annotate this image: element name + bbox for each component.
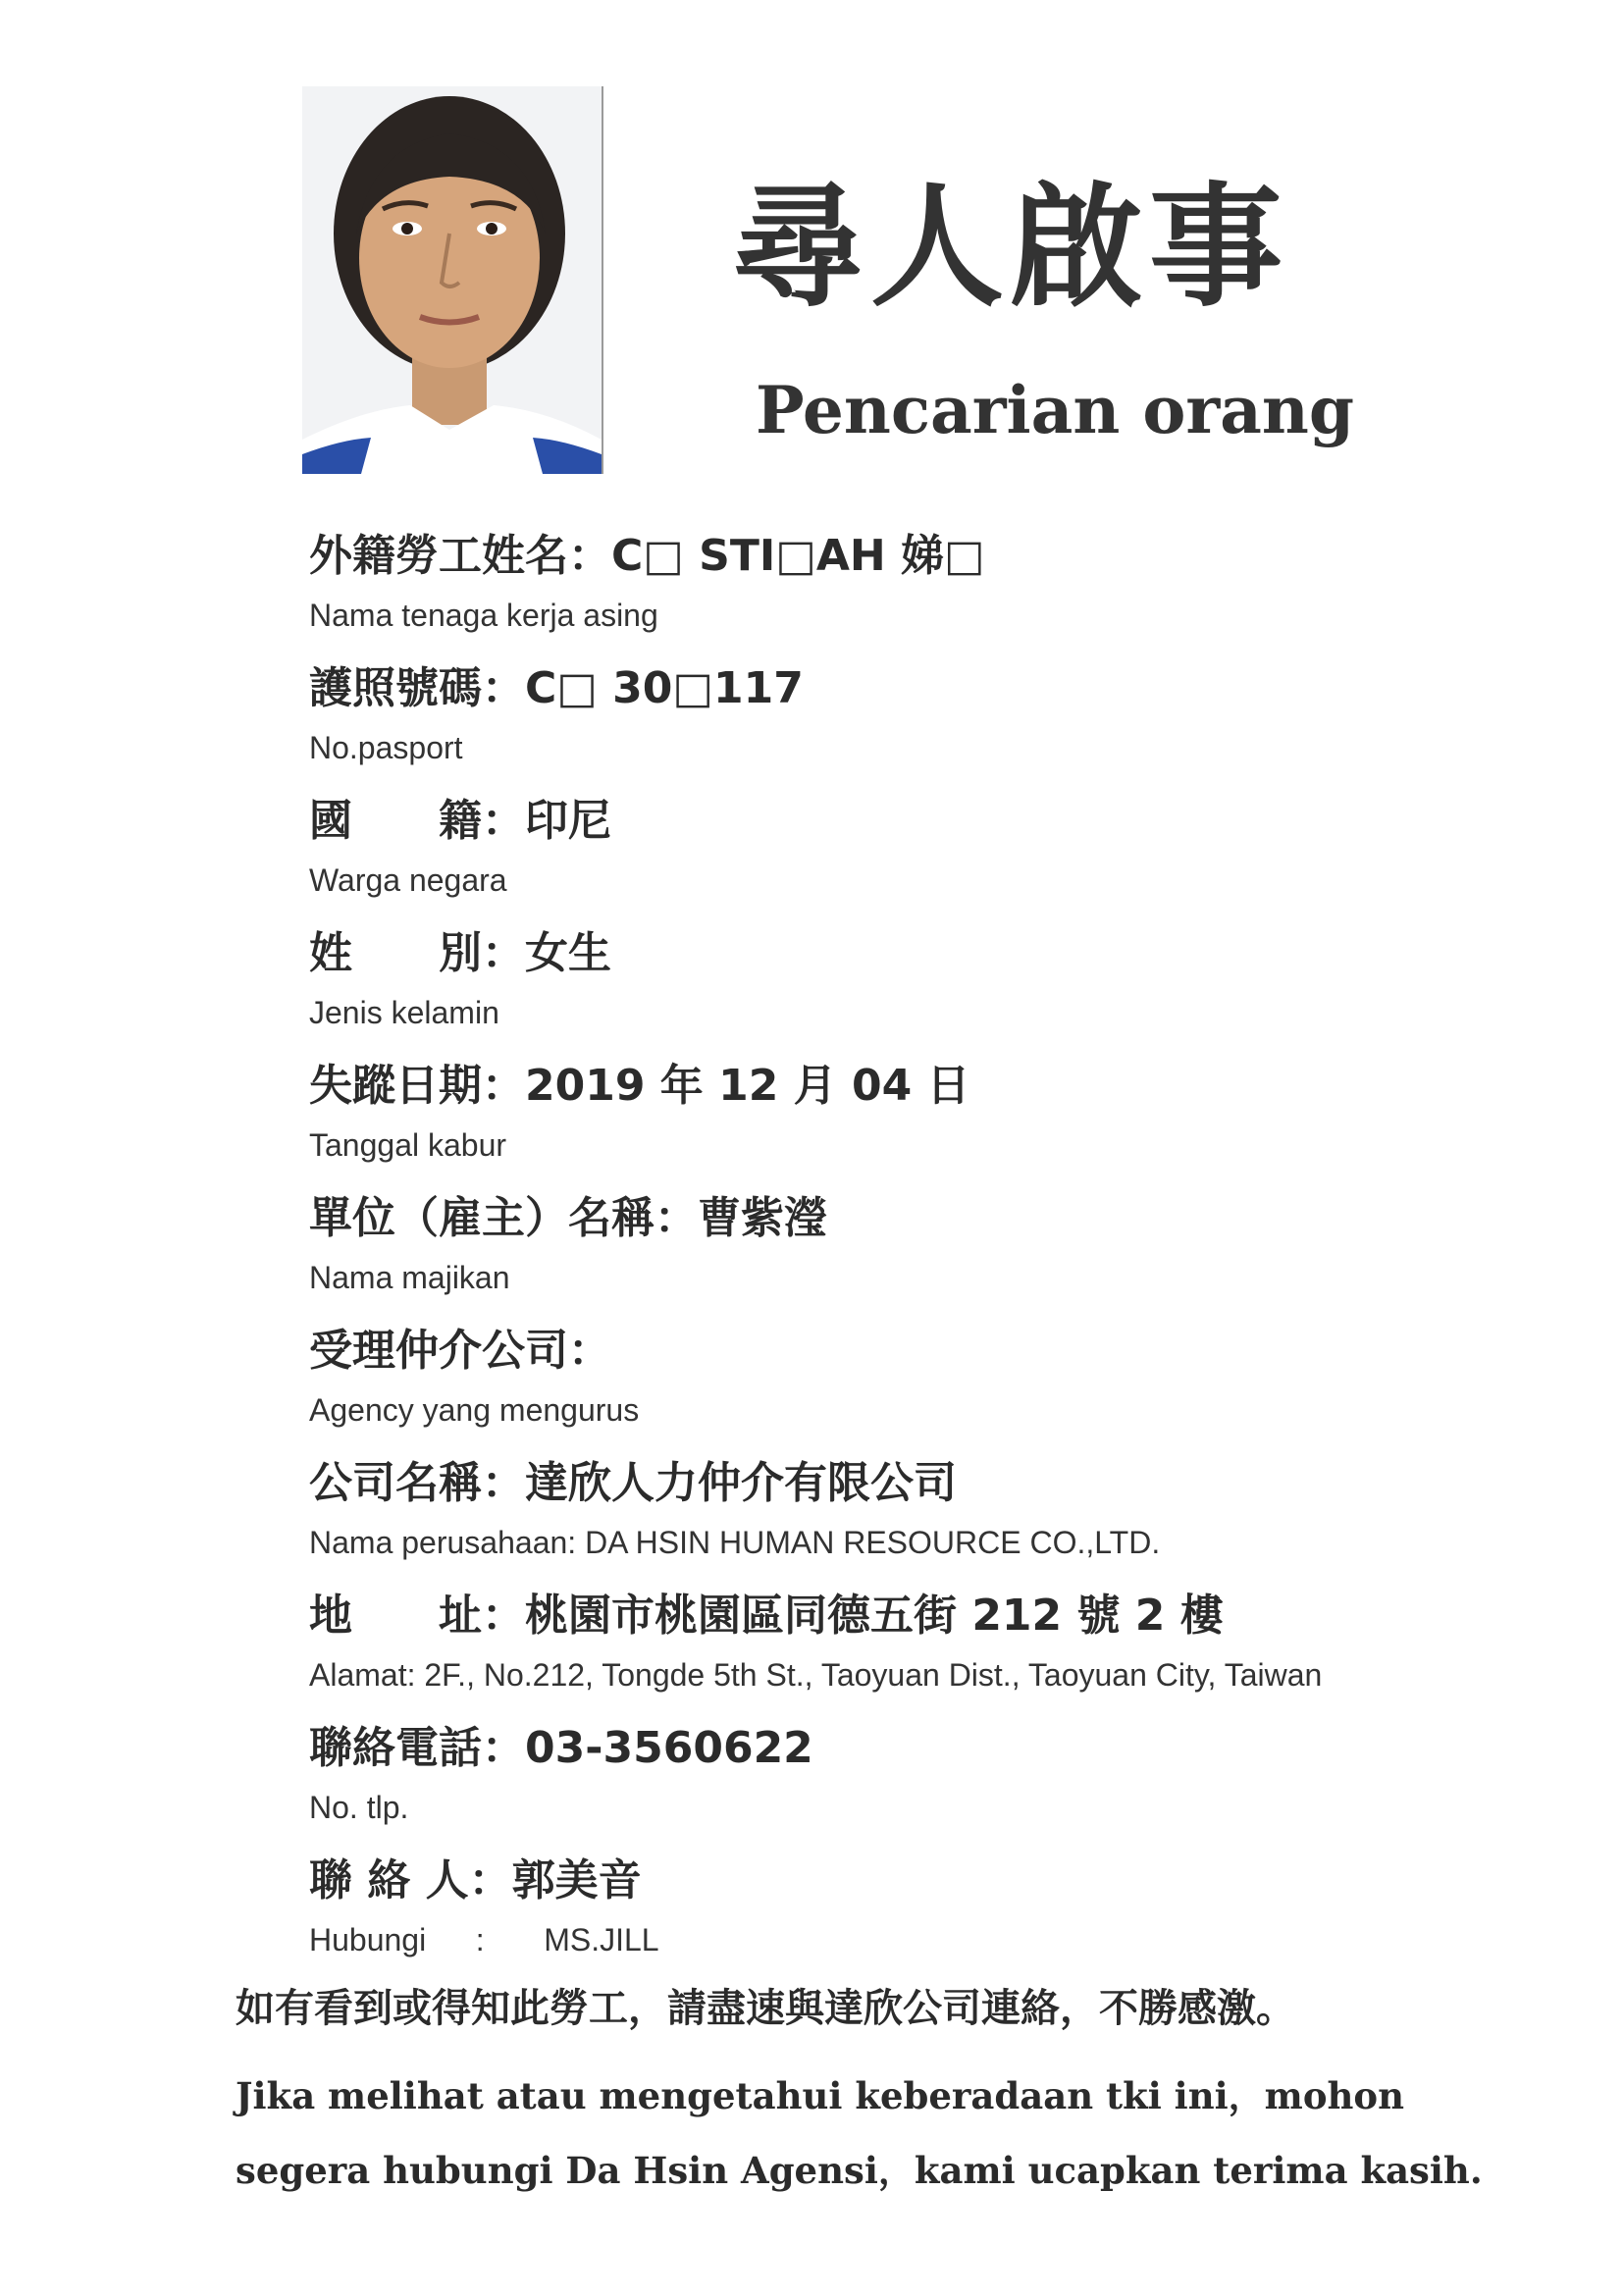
field-label: 護照號碼：: [309, 663, 525, 713]
field-value: 郭美音: [511, 1855, 642, 1905]
field-label-indonesian: No. tlp.: [309, 1790, 409, 1825]
field-value: C□ STI□AH 娣□: [611, 531, 985, 581]
field-worker-name: [309, 525, 1487, 657]
field-label-indonesian: Nama tenaga kerja asing: [309, 598, 658, 633]
field-label-indonesian: [309, 1912, 1487, 1967]
field-employer-name: [309, 1187, 1487, 1320]
field-label-indonesian: No.pasport: [309, 730, 463, 765]
field-phone: [309, 1717, 1487, 1850]
field-contact-person: [309, 1850, 1487, 1982]
closing-message-indonesian: Jika melihat atau mengetahui keberadaan tki ini，mohon segera hubungi Da Hsin Agensi，kami ucapkan terima kasih.: [236, 2074, 1483, 2192]
field-label: 失蹤日期：: [309, 1061, 525, 1111]
poster-title-chinese: 尋人啟事: [731, 171, 1288, 326]
field-value: 03-3560622: [525, 1723, 813, 1773]
field-label: 單位（雇主）名稱：: [309, 1193, 698, 1243]
field-value: 印尼: [525, 796, 611, 846]
field-passport-number: [309, 657, 1487, 790]
field-value: 2019 年 12 月 04 日: [525, 1061, 970, 1111]
contact-label: Hubungi: [309, 1922, 427, 1957]
field-label-indonesian: Alamat: 2F., No.212, Tongde 5th St., Taoyuan Dist., Taoyuan City, Taiwan: [309, 1657, 1323, 1693]
field-label-indonesian: Tanggal kabur: [309, 1127, 507, 1163]
field-label: 外籍勞工姓名：: [309, 531, 611, 581]
field-value: 桃園市桃園區同德五街 212 號 2 樓: [525, 1591, 1224, 1641]
field-gender: [309, 922, 1487, 1055]
field-nationality: [309, 790, 1487, 922]
field-label-indonesian: Jenis kelamin: [309, 995, 499, 1030]
field-value: C□ 30□117: [525, 663, 804, 713]
field-value: 曹紫瀅: [698, 1193, 827, 1243]
closing-message-chinese: 如有看到或得知此勞工，請盡速與達欣公司連絡，不勝感激。: [236, 1986, 1295, 2031]
field-label: 公司名稱：: [309, 1458, 525, 1508]
missing-person-photo: [302, 86, 603, 474]
field-label: 地 址：: [309, 1591, 525, 1641]
contact-separator: :: [475, 1922, 485, 1957]
field-company-name: [309, 1452, 1487, 1585]
field-address: [309, 1585, 1487, 1717]
field-label-indonesian: Nama perusahaan: DA HSIN HUMAN RESOURCE CO.,LTD.: [309, 1525, 1161, 1560]
field-agency: [309, 1320, 1487, 1452]
field-label-indonesian: Nama majikan: [309, 1260, 510, 1295]
field-label-indonesian: Agency yang mengurus: [309, 1392, 640, 1428]
contact-name: MS.JILL: [544, 1922, 659, 1957]
field-label: 姓 別：: [309, 928, 525, 978]
missing-person-details: [309, 525, 1487, 1982]
field-missing-date: [309, 1055, 1487, 1187]
field-value: 女生: [525, 928, 611, 978]
field-label: 受理仲介公司：: [309, 1326, 611, 1376]
field-label: 聯 絡 人：: [309, 1855, 512, 1905]
field-value: 達欣人力仲介有限公司: [525, 1458, 957, 1508]
field-label: 聯絡電話：: [309, 1723, 525, 1773]
poster-title-indonesian: Pencarian orang: [756, 372, 1355, 448]
field-label-indonesian: Warga negara: [309, 862, 507, 898]
field-label: 國 籍：: [309, 796, 525, 846]
